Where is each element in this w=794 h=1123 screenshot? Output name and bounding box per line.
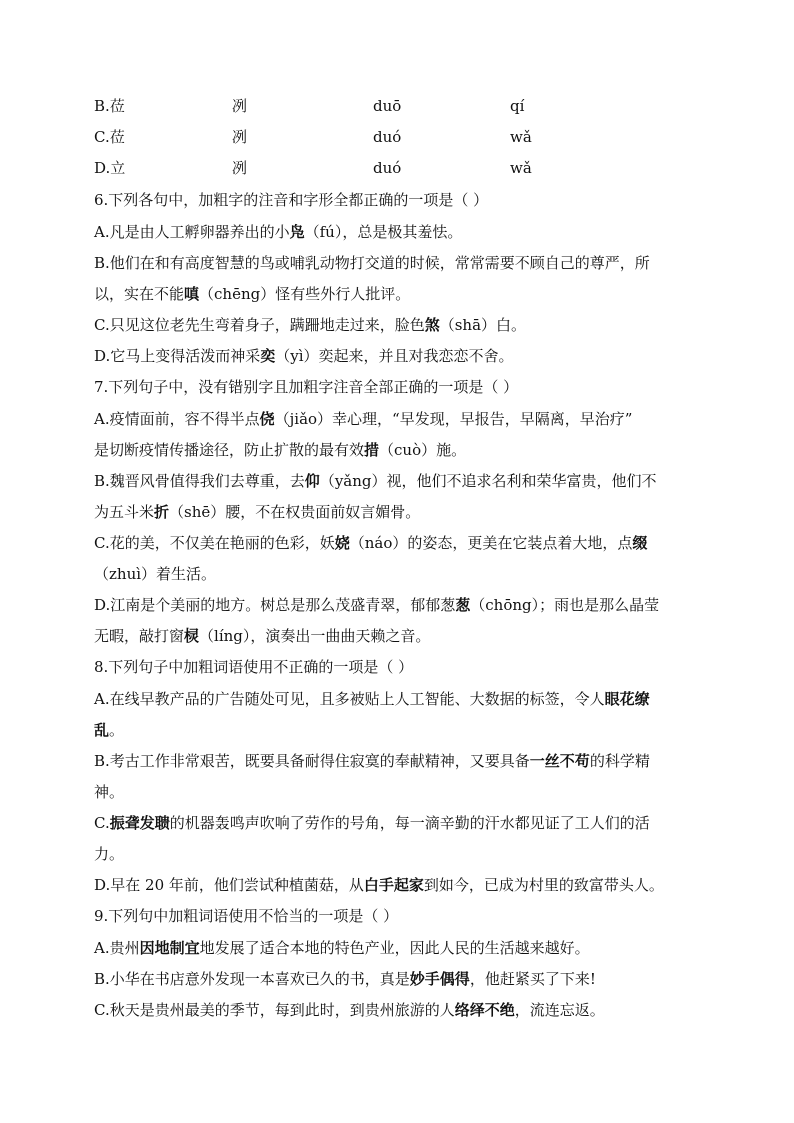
bold-char: 措 xyxy=(364,441,380,459)
question-9-stem: 9.下列句中加粗词语使用不恰当的一项是（ ） xyxy=(94,907,399,925)
text: 为五斗米 xyxy=(94,503,155,521)
bold-phrase: 振聋发聩 xyxy=(109,814,170,832)
text: D.江南是个美丽的地方。树总是那么茂盛青翠，郁郁葱 xyxy=(94,596,456,614)
question-7-option-c-cont xyxy=(94,564,714,584)
text: B.魏晋风骨值得我们去尊重，去 xyxy=(94,472,305,490)
text: 无暇，敲打窗 xyxy=(94,627,185,645)
question-6-option-b xyxy=(94,253,714,273)
option-char: 冽 xyxy=(232,97,248,115)
question-7-option-b-cont xyxy=(94,502,714,522)
bold-char: 煞 xyxy=(424,316,440,334)
question-7-stem: 7.下列句子中，没有错别字且加粗字注音全部正确的一项是（ ） xyxy=(94,378,519,396)
bold-phrase: 因地制宜 xyxy=(139,939,200,957)
question-7-option-a-cont xyxy=(94,440,714,460)
option-char: 冽 xyxy=(232,128,248,146)
option-pinyin: duó xyxy=(373,128,402,146)
question-7-option-d-cont xyxy=(94,626,714,646)
question-9-option-a xyxy=(94,938,714,958)
text: C. xyxy=(94,814,110,832)
text: C.只见这位老先生弯着身子，蹒跚地走过来，脸色 xyxy=(94,316,425,334)
text: C.秋天是贵州最美的季节，每到此时，到贵州旅游的人 xyxy=(94,1001,455,1019)
text: （jiǎo）幸心理，“早发现，早报告，早隔离，早治疗” xyxy=(274,410,633,428)
text: C.花的美，不仅美在艳丽的色彩，妖 xyxy=(94,534,335,552)
bold-phrase: 眼花缭 xyxy=(604,690,650,708)
question-6-option-a xyxy=(94,222,714,242)
question-8-option-c-cont xyxy=(94,844,714,864)
question-6-option-b-cont xyxy=(94,284,714,304)
text: （chōng）；雨也是那么晶莹 xyxy=(470,596,660,614)
option-char: 冽 xyxy=(232,159,248,177)
text: （zhuì）着生活。 xyxy=(94,565,217,583)
question-8-option-b-cont xyxy=(94,782,714,802)
text: （yǎng）视，他们不追求名利和荣华富贵，他们不 xyxy=(319,472,657,490)
text: 。 xyxy=(109,721,125,739)
text: 以，实在不能 xyxy=(94,285,185,303)
text: B.小华在书店意外发现一本喜欢已久的书，真是 xyxy=(94,970,410,988)
text: 地发展了适合本地的特色产业，因此人民的生活越来越好。 xyxy=(199,939,590,957)
text: 到如今，已成为村里的致富带头人。 xyxy=(423,876,664,894)
option-label: D.立 xyxy=(94,159,126,177)
question-7-option-d xyxy=(94,595,714,615)
text: （shē）腰，不在权贵面前奴言媚骨。 xyxy=(169,503,421,521)
option-label: B.莅 xyxy=(94,97,125,115)
text: B.考古工作非常艰苦，既要具备耐得住寂寞的奉献精神，又要具备 xyxy=(94,752,530,770)
option-label: C.莅 xyxy=(94,128,125,146)
text: ，流连忘返。 xyxy=(514,1001,605,1019)
question-9-option-b xyxy=(94,969,714,989)
bold-char: 侥 xyxy=(259,410,275,428)
text: A.在线早教产品的广告随处可见，且多被贴上人工智能、大数据的标签，令人 xyxy=(94,690,605,708)
question-7-option-b xyxy=(94,471,714,491)
text: （yì）奕起来，并且对我恋恋不舍。 xyxy=(275,347,514,365)
question-8-option-a-cont xyxy=(94,720,714,740)
bold-phrase: 络绎不绝 xyxy=(454,1001,515,1019)
question-8-option-b xyxy=(94,751,714,771)
bold-char: 葱 xyxy=(455,596,471,614)
option-pinyin: wǎ xyxy=(510,159,532,177)
bold-phrase: 乱 xyxy=(94,721,110,739)
text: B.他们在和有高度智慧的鸟或哺乳动物打交道的时候，常常需要不顾自己的尊严，所 xyxy=(94,254,650,272)
bold-phrase: 白手起家 xyxy=(363,876,424,894)
text: 的科学精 xyxy=(589,752,650,770)
text: D.它马上变得活泼而神采 xyxy=(94,347,261,365)
bold-phrase: 一丝不苟 xyxy=(529,752,590,770)
question-7-option-c xyxy=(94,533,714,553)
text: （shā）白。 xyxy=(439,316,527,334)
text: A.疫情面前，容不得半点 xyxy=(94,410,260,428)
question-8-option-d xyxy=(94,875,714,895)
bold-char: 折 xyxy=(154,503,170,521)
text: D.早在 20 年前，他们尝试种植菌菇，从 xyxy=(94,876,364,894)
question-8-option-c xyxy=(94,813,714,833)
text: （fú），总是极其羞怯。 xyxy=(304,223,463,241)
text: 的机器轰鸣声吹响了劳作的号角，每一滴辛勤的汗水都见证了工人们的活 xyxy=(169,814,650,832)
question-6-option-d xyxy=(94,346,714,366)
question-8-option-a xyxy=(94,689,714,709)
text: 神。 xyxy=(94,783,125,801)
bold-char: 奕 xyxy=(260,347,276,365)
bold-char: 娆 xyxy=(334,534,350,552)
option-pinyin: wǎ xyxy=(510,128,532,146)
text: 是切断疫情传播途径，防止扩散的最有效 xyxy=(94,441,365,459)
text: 力。 xyxy=(94,845,125,863)
text: （cuò）施。 xyxy=(379,441,467,459)
bold-char: 棂 xyxy=(184,627,200,645)
text: （náo）的姿态，更美在它装点着大地，点 xyxy=(349,534,633,552)
bold-char: 仰 xyxy=(304,472,320,490)
text: （líng），演奏出一曲曲天赖之音。 xyxy=(199,627,431,645)
text: A.贵州 xyxy=(94,939,140,957)
question-7-option-a xyxy=(94,409,714,429)
text: A.凡是由人工孵卵器养出的小 xyxy=(94,223,290,241)
bold-char: 嗔 xyxy=(184,285,200,303)
bold-phrase: 妙手偶得 xyxy=(409,970,470,988)
question-8-stem: 8.下列句子中加粗词语使用不正确的一项是（ ） xyxy=(94,658,414,676)
text: ，他赶紧买了下来! xyxy=(469,970,596,988)
question-6-stem: 6.下列各句中，加粗字的注音和字形全都正确的一项是（ ） xyxy=(94,191,489,209)
option-pinyin: duō xyxy=(373,97,402,115)
option-pinyin: duó xyxy=(373,159,402,177)
bold-char: 凫 xyxy=(289,223,305,241)
text: （chēng）怪有些外行人批评。 xyxy=(199,285,411,303)
question-6-option-c xyxy=(94,315,714,335)
question-9-option-c xyxy=(94,1000,714,1020)
option-pinyin: qí xyxy=(510,97,525,115)
bold-char: 缀 xyxy=(632,534,648,552)
